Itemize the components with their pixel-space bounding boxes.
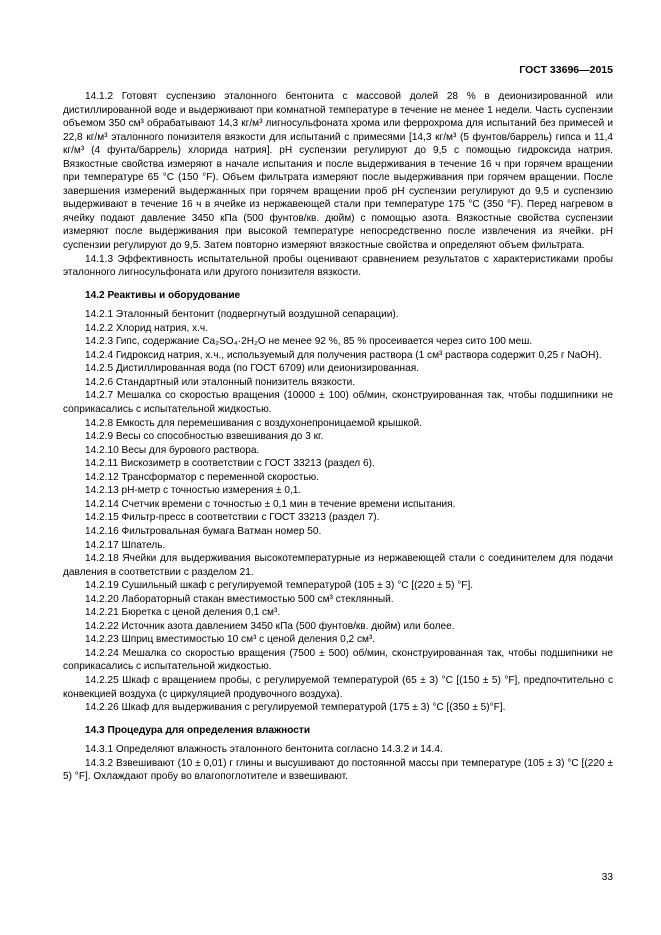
list-item: 14.2.17 Шпатель. bbox=[85, 539, 166, 551]
list-item: 14.2.11 Вискозиметр в соответствии с ГОСТ 33213 (раздел 6). bbox=[85, 458, 375, 470]
paragraph-14-1-3: 14.1.3 Эффективность испытательной пробы оценивают сравнением результатов с характеристиками пробы эталонного лигносульфоната или другого понизителя вязкости. bbox=[63, 253, 613, 279]
list-item: 14.2.22 Источник азота давлением 3450 кПа (500 фунтов/кв. дюйм) или более. bbox=[85, 620, 455, 632]
list-item: 14.2.13 pH-метр с точностью измерения ± 0,1. bbox=[85, 485, 302, 497]
list-item: 14.2.19 Сушильный шкаф с регулируемой температурой (105 ± 3) °C [(220 ± 5) °F]. bbox=[85, 580, 474, 592]
list-item: 14.2.5 Дистиллированная вода (по ГОСТ 6709) или деионизированная. bbox=[85, 363, 420, 375]
paragraph-14-1-2: 14.1.2 Готовят суспензию эталонного бентонита с массовой долей 28 % в деионизированной или дистиллированной воде и выдерживают при комнатной температуре в течение не менее 1 недели. Часть суспензии объемом 350 см³ обрабатывают 14,3 кг/м³ лигносульфоната хрома или феррохрома для испытаний без примесей и 22,8 кг/м³ эталонного понизителя вязкости для испытаний с примесями [14,3 кг/м³ (5 фунтов/баррель) гипса и 11,4 кг/м³ (4 фунта/баррель) хлорида натрия]. pH суспензии регулируют до 9,5 с помощью гидроксида натрия. Вязкостные свойства измеряют в начале испытания и после выдерживания в течение 16 ч при горячем вращении при температуре 65 °C (150 °F). Объем фильтрата измеряют после выдерживания при горячем вращении. После завершения измерений выдержанных при горячем вращении проб pH суспензии регулируют до 9,5 и суспензию выдерживают в течение 16 ч в ячейке из нержавеющей стали при температуре 175 °C (350 °F). Перед нагревом в ячейку подают давление 3450 кПа (500 фунтов/кв. дюйм) с помощью азота. Вязкостные свойства суспензии измеряют после выдерживания при высокой температуре непосредственно после извлечения из ячейки. pH суспензии регулируют до 9,5. Затем повторно измеряют вязкостные свойства и определяют объем фильтрата. bbox=[63, 91, 613, 252]
list-item: 14.2.14 Счетчик времени с точностью ± 0,1 мин в течение времени испытания. bbox=[85, 498, 456, 510]
list-item: 14.2.25 Шкаф с вращением пробы, с регулируемой температурой (65 ± 3) °C [(150 ± 5) °F], предпочтительно с конвекцией воздуха (с циркуляцией продувочного воздуха). bbox=[63, 674, 613, 700]
list-item: 14.2.8 Емкость для перемешивания с воздухонепроницаемой крышкой. bbox=[85, 417, 422, 429]
list-item: 14.3.1 Определяют влажность эталонного бентонита согласно 14.3.2 и 14.4. bbox=[85, 744, 443, 756]
page-number: 33 bbox=[601, 872, 613, 883]
standard-code: ГОСТ 33696—2015 bbox=[519, 64, 613, 76]
list-item: 14.2.18 Ячейки для выдерживания высокотемпературные из нержавеющей стали с соединителем для подачи давления в соответствии с разделом 21. bbox=[63, 553, 613, 578]
list-item: 14.2.20 Лабораторный стакан вместимостью 500 см³ стеклянный. bbox=[85, 593, 394, 605]
list-item: 14.2.16 Фильтровальная бумага Ватман номер 50. bbox=[85, 525, 322, 537]
list-item: 14.2.4 Гидроксид натрия, х.ч., используемый для получения раствора (1 см³ раствора содержит 0,25 г NaOH). bbox=[85, 349, 602, 361]
list-item: 14.2.1 Эталонный бентонит (подвергнутый воздушной сепарации). bbox=[85, 309, 399, 321]
list-item: 14.2.3 Гипс, содержание Ca₂SO₄·2H₂O не менее 92 %, 85 % просеивается через сито 100 меш. bbox=[85, 336, 533, 348]
section-heading-14-3: 14.3 Процедура для определения влажности bbox=[85, 724, 311, 736]
list-item: 14.2.26 Шкаф для выдерживания с регулируемой температурой (175 ± 3) °C [(350 ± 5)°F]. bbox=[85, 702, 506, 714]
list-item: 14.2.10 Весы для бурового раствора. bbox=[85, 444, 260, 456]
list-item: 14.2.12 Трансформатор с переменной скоростью. bbox=[85, 471, 319, 483]
list-item: 14.2.15 Фильтр-пресс в соответствии с ГОСТ 33213 (раздел 7). bbox=[85, 512, 380, 524]
list-item: 14.2.7 Мешалка со скоростью вращения (10000 ± 100) об/мин, сконструированная так, чтобы подшипники не соприкасались с испытательной жидкостью. bbox=[63, 390, 613, 416]
list-item: 14.2.6 Стандартный или эталонный понизитель вязкости. bbox=[85, 376, 356, 388]
section-heading-14-2: 14.2 Реактивы и оборудование bbox=[85, 289, 241, 301]
list-item: 14.3.2 Взвешивают (10 ± 0,01) г глины и высушивают до постоянной массы при температуре (105 ± 3) °C [(220 ± 5) °F]. Охлаждают пробу во влагопоглотителе и взвешивают. bbox=[63, 757, 613, 783]
list-item: 14.2.21 Бюретка с ценой деления 0,1 см³. bbox=[85, 607, 281, 619]
list-item: 14.2.23 Шприц вместимостью 10 см³ с ценой деления 0,2 см³. bbox=[85, 634, 376, 646]
list-item: 14.2.9 Весы со способностью взвешивания до 3 кг. bbox=[85, 431, 324, 443]
list-item: 14.2.2 Хлорид натрия, х.ч. bbox=[85, 322, 208, 334]
page-body bbox=[63, 90, 613, 784]
list-item: 14.2.24 Мешалка со скоростью вращения (7500 ± 500) об/мин, сконструированная так, чтобы подшипники не соприкасались с испытательной жидкостью. bbox=[63, 647, 613, 673]
